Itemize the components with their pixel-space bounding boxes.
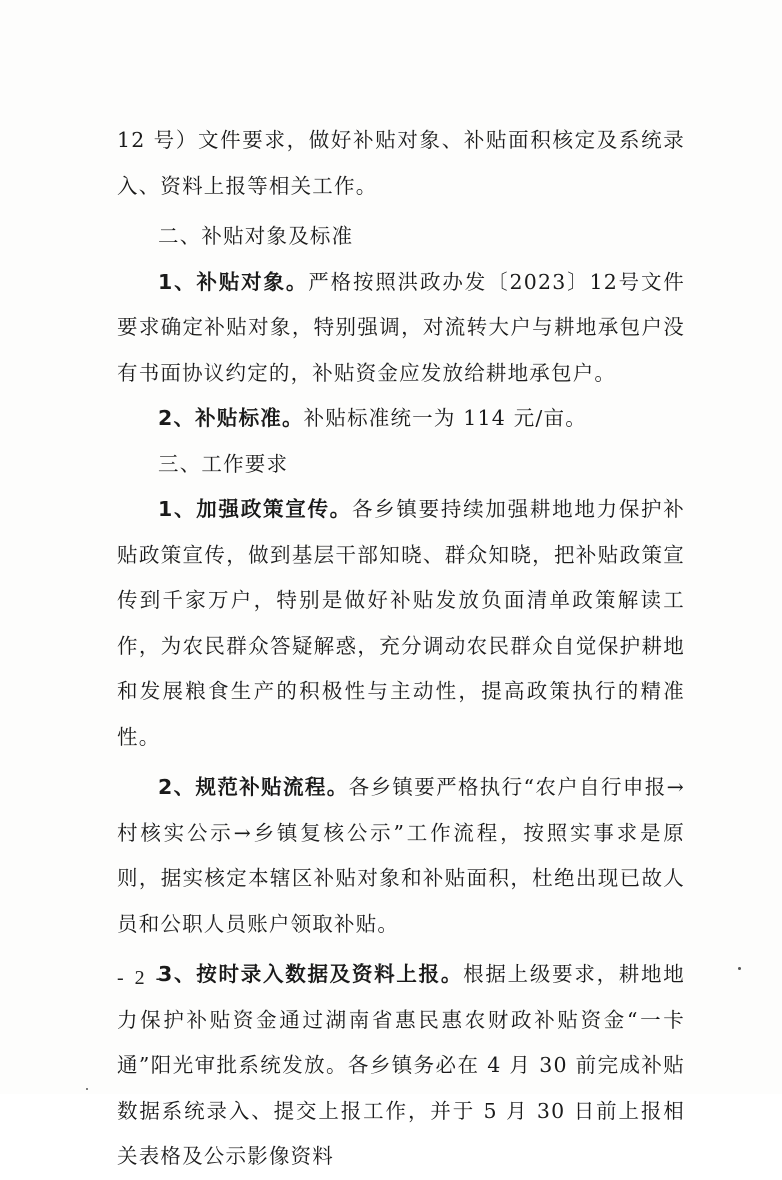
- page-number: - 2 -: [117, 967, 166, 989]
- scan-speck: [738, 967, 741, 970]
- paragraph-continuation: 12 号）文件要求，做好补贴对象、补贴面积核定及系统录入、资料上报等相关工作。: [117, 128, 685, 198]
- paragraph-text: 各乡镇要严格执行“农户自行申报→村核实公示→乡镇复核公示”工作流程，按照实事求是原则，据实核定本辖区补贴对象和补贴面积，杜绝出现已故人员和公职人员账户领取补贴。: [117, 775, 685, 936]
- paragraph-text: 严格按照洪政办发〔2023〕12号文件要求确定补贴对象，特别强调，对流转大户与耕地承包户没有书面协议约定的，补贴资金应发放给耕地承包户。: [117, 269, 685, 385]
- paragraph-text: 各乡镇要持续加强耕地地力保护补贴政策宣传，做到基层干部知晓、群众知晓，把补贴政策宣传到千家万户，特别是做好补贴发放负面清单政策解读工作，为农民群众答疑解惑，充分调动农民群众自觉保护耕地和发展粮食生产的积极性与主动性，提高政策执行的精准性。: [117, 497, 685, 749]
- document-body: [117, 118, 685, 1180]
- paragraph-lead: 1、补贴对象。: [158, 269, 309, 294]
- paragraph-text: 补贴标准统一为 114 元/亩。: [303, 406, 587, 430]
- paragraph-text: 根据上级要求，耕地地力保护补贴资金通过湖南省惠民惠农财政补贴资金“一卡通”阳光审批系统发放。各乡镇务必在 4 月 30 前完成补贴数据系统录入、提交上报工作，并于 5 月 30 日前上报相关表格及公示影像资料: [117, 962, 685, 1168]
- scan-speck: [86, 1088, 88, 1090]
- paragraph-subsidy-standard: [117, 396, 685, 442]
- section-heading-3: 三、工作要求: [158, 451, 289, 476]
- paragraph-subsidy-target: [117, 260, 685, 397]
- section-heading-2: 二、补贴对象及标准: [158, 224, 354, 248]
- paragraph-lead: 1、加强政策宣传。: [158, 497, 352, 521]
- paragraph-policy-promotion: [117, 487, 685, 760]
- paragraph-process-standardization: [117, 765, 685, 947]
- paragraph-lead: 3、按时录入数据及资料上报。: [158, 962, 464, 986]
- paragraph-data-entry: [117, 952, 685, 1180]
- paragraph-lead: 2、规范补贴流程。: [158, 775, 349, 799]
- paragraph-lead: 2、补贴标准。: [158, 406, 304, 430]
